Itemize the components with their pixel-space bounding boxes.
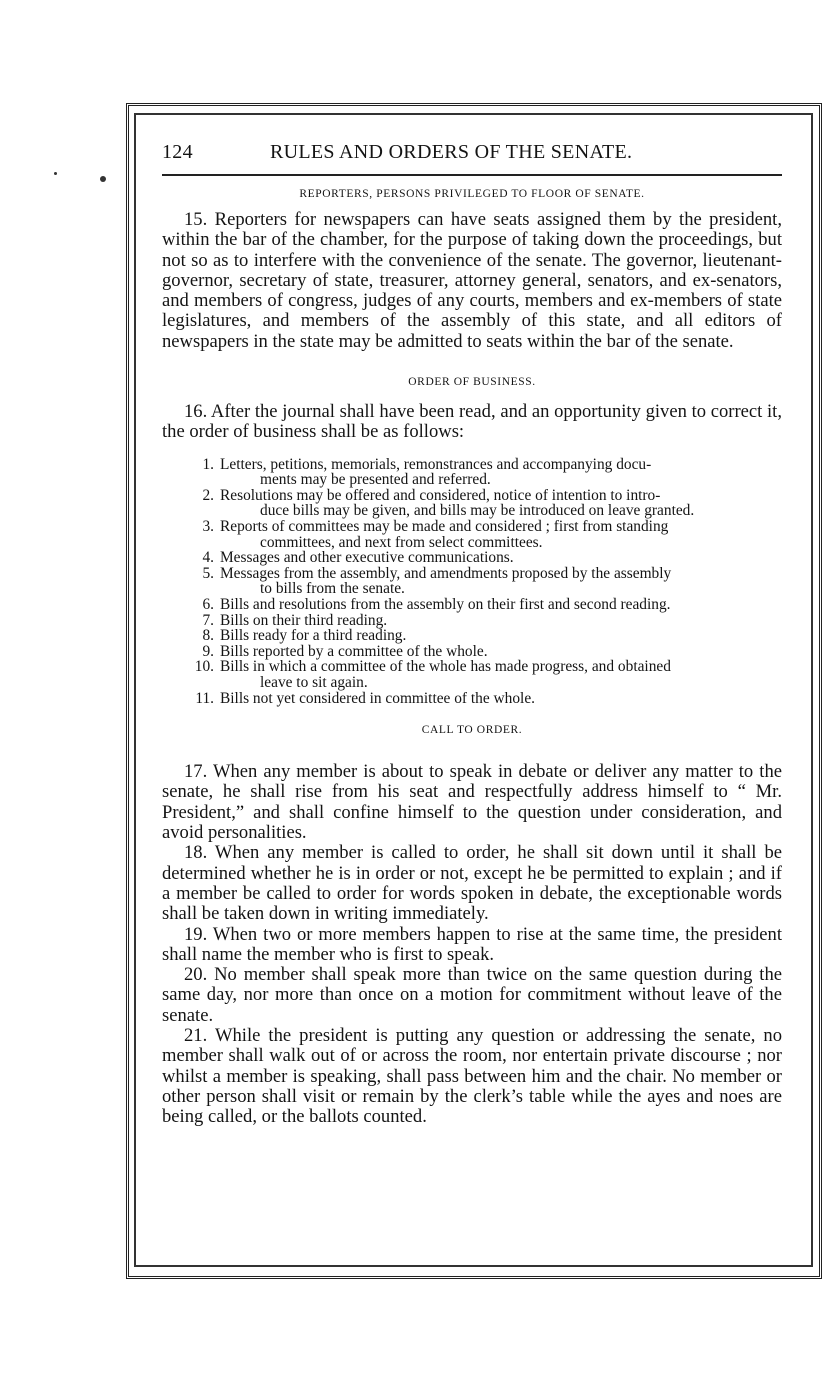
section-heading-reporters: REPORTERS, PERSONS PRIVILEGED TO FLOOR OF SENATE. [299,188,645,200]
running-header [162,134,782,170]
business-item-text [220,597,782,613]
business-item [162,488,782,519]
business-item [162,566,782,597]
business-item-continuation: committees, and next from select committees. [260,533,543,551]
section-heading-call-to-order: CALL TO ORDER. [421,724,523,737]
business-item-continuation: to bills from the senate. [260,580,405,598]
business-item-first-line: Messages and other executive communications. [220,549,514,567]
business-item-text [220,519,782,550]
business-item [162,613,782,629]
business-item [162,659,782,690]
section-heading-business: ORDER OF BUSINESS. [408,376,536,389]
business-item-first-line: Bills and resolutions from the assembly on their first and second reading. [220,596,671,614]
margin-speck [100,176,106,182]
business-item-number: 4. [202,549,214,567]
business-item-first-line: Bills in which a committee of the whole has made progress, and obtained [220,658,671,676]
header-rule [162,174,782,176]
rule-21: 21. While the president is putting any question or addressing the senate, no member shall walk out of or across the room, nor entertain private discourse ; nor whilst a member is speaking, shall pass between him and the chair. No member or other person shall visit or remain by the clerk’s table while the ayes and noes are being called, or the ballots counted. [162,1025,782,1128]
business-item [162,644,782,660]
rule-19: 19. When two or more members happen to rise at the same time, the president shall name the member who is first to speak. [162,923,782,965]
business-item-number: 5. [202,564,214,582]
business-item-first-line: Bills ready for a third reading. [220,627,407,645]
business-item-text [220,566,782,597]
business-item-text [220,457,782,488]
page-number: 124 [162,141,193,163]
business-item [162,550,782,566]
rule-16: 16. After the journal shall have been read, and an opportunity given to correct it, the order of business shall be as follows: [162,401,782,443]
business-item-number: 1. [202,455,214,473]
business-item-first-line: Resolutions may be offered and considered, notice of intention to intro- [220,486,661,504]
business-item-text [220,613,782,629]
business-item-number: 6. [202,596,214,614]
rule-20: 20. No member shall speak more than twice on the same question during the same day, nor more than once on a motion for commitment without leave of the senate. [162,964,782,1026]
business-item-continuation: duce bills may be given, and bills may be introduced on leave granted. [260,502,695,520]
business-item-number: 2. [202,486,214,504]
business-item-continuation: ments may be presented and referred. [260,471,491,489]
rule-17: 17. When any member is about to speak in debate or deliver any matter to the senate, he shall rise from his seat and respectfully address himself to “ Mr. President,” and shall confine himself to the question under consideration, and avoid personalities. [162,761,782,844]
business-item-text [220,550,782,566]
business-item-text [220,644,782,660]
business-item-number: 9. [202,642,214,660]
business-item-text [220,628,782,644]
business-item [162,628,782,644]
business-item-number: 3. [202,518,214,536]
margin-speck [54,172,57,175]
order-of-business-list [162,457,782,707]
business-item-first-line: Reports of committees may be made and considered ; first from standing [220,518,669,536]
business-item [162,457,782,488]
business-item-text [220,488,782,519]
business-item-first-line: Letters, petitions, memorials, remonstrances and accompanying docu- [220,455,652,473]
business-item-number: 11. [195,689,214,707]
business-item-first-line: Bills on their third reading. [220,611,388,629]
business-item-first-line: Bills not yet considered in committee of the whole. [220,689,536,707]
business-item [162,597,782,613]
rule-18: 18. When any member is called to order, he shall sit down until it shall be determined whether he is in order or not, except he be permitted to explain ; and if a member be called to order for words spoken in debate, the exceptionable words shall be taken down in writing immediately. [162,842,782,925]
business-item [162,691,782,707]
business-item-continuation: leave to sit again. [260,673,368,691]
business-item-text [220,659,782,690]
business-item [162,519,782,550]
business-item-number: 7. [202,611,214,629]
running-title: RULES AND ORDERS OF THE SENATE. [270,141,633,163]
business-item-text [220,691,782,707]
business-item-number: 10. [194,658,214,676]
business-item-first-line: Messages from the assembly, and amendments proposed by the assembly [220,564,672,582]
rule-15: 15. Reporters for newspapers can have seats assigned them by the president, within the bar of the chamber, for the purpose of taking down the proceedings, but not so as to interfere with the convenience of the senate. The governor, lieutenant-governor, secretary of state, treasurer, attorney general, senators, and ex-senators, and members of congress, judges of any courts, members and ex-members of state legislatures, and members of the assembly of this state, and all editors of newspapers in the state may be admitted to seats within the bar of the senate. [162,209,782,352]
page-content [162,134,782,1128]
business-item-number: 8. [202,627,214,645]
business-item-first-line: Bills reported by a committee of the whole. [220,642,488,660]
